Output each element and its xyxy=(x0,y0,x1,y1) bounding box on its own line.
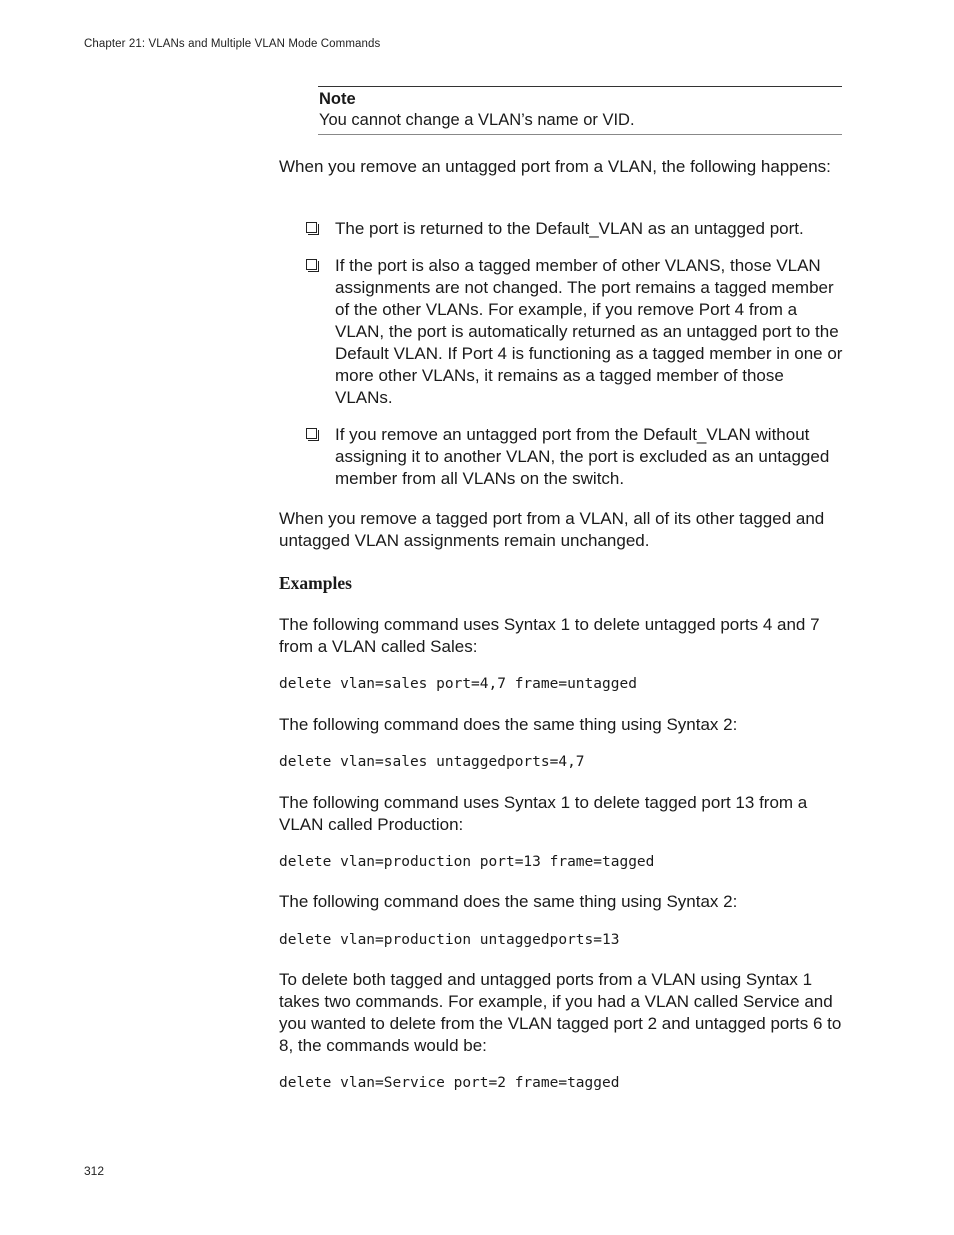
list-item-text: If you remove an untagged port from the Default_VLAN without assigning it to another VLAN, the port is excluded as an untagged member from all VLANs on the switch. xyxy=(335,425,830,488)
page-number: 312 xyxy=(84,1164,105,1178)
example-3-code: delete vlan=production port=13 frame=tagged xyxy=(279,854,655,870)
note-box xyxy=(318,86,842,135)
tagged-port-paragraph: When you remove a tagged port from a VLAN, all of its other tagged and untagged VLAN assignments remain unchanged. xyxy=(279,509,825,550)
example-1-code: delete vlan=sales port=4,7 frame=untagged xyxy=(279,676,637,692)
list-item xyxy=(306,218,846,240)
list-item xyxy=(306,424,846,490)
example-2-code: delete vlan=sales untaggedports=4,7 xyxy=(279,754,585,770)
checkbox-bullet-icon xyxy=(306,222,317,233)
list-item-text: If the port is also a tagged member of other VLANS, those VLAN assignments are not changed. The port remains a tagged member of the other VLANs. For example, if you remove Port 4 from a VLAN, the port is automatically returned as an untagged port to the Default VLAN. If Port 4 is functioning as a tagged member in one or more other VLANs, it remains as a tagged member of those VLANs. xyxy=(335,256,843,407)
example-4-code: delete vlan=production untaggedports=13 xyxy=(279,932,620,948)
list-item-text: The port is returned to the Default_VLAN as an untagged port. xyxy=(335,219,804,238)
example-1-text: The following command uses Syntax 1 to delete untagged ports 4 and 7 from a VLAN called Sales: xyxy=(279,615,820,656)
example-4-text: The following command does the same thing using Syntax 2: xyxy=(279,892,738,911)
note-title: Note xyxy=(319,90,356,108)
checkbox-bullet-icon xyxy=(306,259,317,270)
list-item xyxy=(306,255,846,409)
note-text: You cannot change a VLAN’s name or VID. xyxy=(319,111,635,129)
examples-heading: Examples xyxy=(279,573,352,593)
example-5-text: To delete both tagged and untagged ports from a VLAN using Syntax 1 takes two commands. For example, if you had a VLAN called Service and you wanted to delete from the VLAN tagged port 2 and untagged ports 6 to 8, the commands would be: xyxy=(279,970,842,1055)
checkbox-bullet-icon xyxy=(306,428,317,439)
example-3-text: The following command uses Syntax 1 to delete tagged port 13 from a VLAN called Production: xyxy=(279,793,808,834)
running-header: Chapter 21: VLANs and Multiple VLAN Mode Commands xyxy=(84,38,381,50)
intro-paragraph: When you remove an untagged port from a VLAN, the following happens: xyxy=(279,157,831,176)
example-5-code: delete vlan=Service port=2 frame=tagged xyxy=(279,1075,620,1091)
example-2-text: The following command does the same thing using Syntax 2: xyxy=(279,715,738,734)
